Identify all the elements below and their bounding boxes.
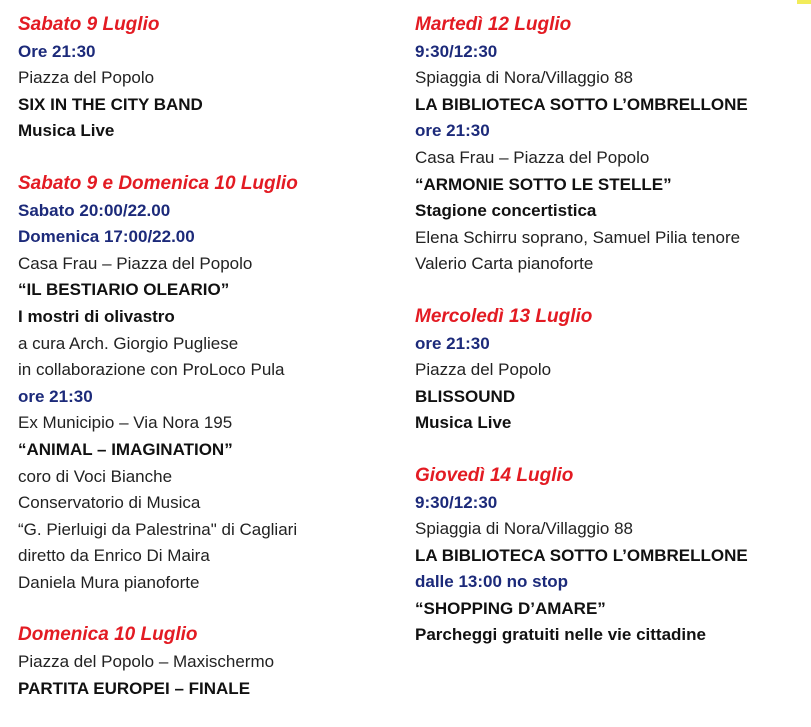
event-title-line: “IL BESTIARIO OLEARIO” bbox=[18, 280, 230, 300]
event-detail-line: Spiaggia di Nora/Villaggio 88 bbox=[415, 68, 634, 88]
event-title-line: LA BIBLIOTECA SOTTO L’OMBRELLONE bbox=[415, 94, 748, 114]
event-title-line: “SHOPPING D’AMARE” bbox=[415, 598, 606, 618]
event-time: ore 21:30 bbox=[18, 386, 93, 406]
event-detail-line: Piazza del Popolo bbox=[18, 68, 155, 88]
event-time: dalle 13:00 no stop bbox=[415, 572, 569, 592]
event-block bbox=[18, 12, 398, 145]
corner-accent-mark bbox=[797, 0, 811, 4]
event-time: 9:30/12:30 bbox=[415, 492, 498, 512]
event-detail-line: Casa Frau – Piazza del Popolo bbox=[415, 147, 650, 167]
event-title-line: SIX IN THE CITY BAND bbox=[18, 94, 203, 114]
event-time: Sabato 20:00/22.00 bbox=[18, 200, 171, 220]
event-time: 9:30/12:30 bbox=[415, 41, 498, 61]
event-block bbox=[415, 463, 805, 649]
event-detail-line: Ex Municipio – Via Nora 195 bbox=[18, 413, 233, 433]
event-title-line: Musica Live bbox=[18, 121, 115, 141]
event-detail-line: Conservatorio di Musica bbox=[18, 493, 201, 513]
event-time: ore 21:30 bbox=[415, 121, 490, 141]
event-title-line: Musica Live bbox=[415, 413, 512, 433]
event-block bbox=[415, 304, 805, 437]
event-detail-line: Piazza del Popolo bbox=[415, 360, 552, 380]
event-title-line: “ANIMAL – IMAGINATION” bbox=[18, 439, 233, 459]
event-block bbox=[415, 12, 805, 278]
event-detail-line: diretto da Enrico Di Maira bbox=[18, 546, 210, 566]
right-column bbox=[415, 12, 805, 649]
event-block bbox=[18, 622, 398, 702]
event-detail-line: Piazza del Popolo – Maxischermo bbox=[18, 652, 275, 672]
event-block bbox=[18, 171, 398, 597]
event-detail-line: in collaborazione con ProLoco Pula bbox=[18, 360, 285, 380]
event-time: ore 21:30 bbox=[415, 333, 490, 353]
event-detail-line: a cura Arch. Giorgio Pugliese bbox=[18, 333, 239, 353]
left-column bbox=[18, 12, 398, 702]
event-date: Domenica 10 Luglio bbox=[18, 624, 198, 646]
event-detail-line: coro di Voci Bianche bbox=[18, 466, 173, 486]
event-detail-line: Elena Schirru soprano, Samuel Pilia tenore bbox=[415, 227, 741, 247]
event-title-line: Parcheggi gratuiti nelle vie cittadine bbox=[415, 625, 706, 645]
event-title-line: “ARMONIE SOTTO LE STELLE” bbox=[415, 174, 672, 194]
event-detail-line: Valerio Carta pianoforte bbox=[415, 254, 594, 274]
event-title-line: PARTITA EUROPEI – FINALE bbox=[18, 678, 251, 698]
event-title-line: LA BIBLIOTECA SOTTO L’OMBRELLONE bbox=[415, 545, 748, 565]
event-date: Sabato 9 e Domenica 10 Luglio bbox=[18, 172, 298, 194]
event-detail-line: Daniela Mura pianoforte bbox=[18, 572, 200, 592]
event-date: Martedì 12 Luglio bbox=[415, 14, 572, 35]
event-date: Sabato 9 Luglio bbox=[18, 14, 160, 35]
event-title-line: I mostri di olivastro bbox=[18, 306, 175, 326]
event-detail-line: Spiaggia di Nora/Villaggio 88 bbox=[415, 519, 634, 539]
event-time: Ore 21:30 bbox=[18, 41, 96, 61]
event-time: Domenica 17:00/22.00 bbox=[18, 227, 195, 247]
event-date: Mercoledì 13 Luglio bbox=[415, 305, 593, 327]
event-title-line: BLISSOUND bbox=[415, 386, 516, 406]
event-detail-line: Casa Frau – Piazza del Popolo bbox=[18, 253, 253, 273]
event-detail-line: “G. Pierluigi da Palestrina" di Cagliari bbox=[18, 519, 298, 539]
event-title-line: Stagione concertistica bbox=[415, 201, 597, 221]
event-date: Giovedì 14 Luglio bbox=[415, 464, 574, 486]
